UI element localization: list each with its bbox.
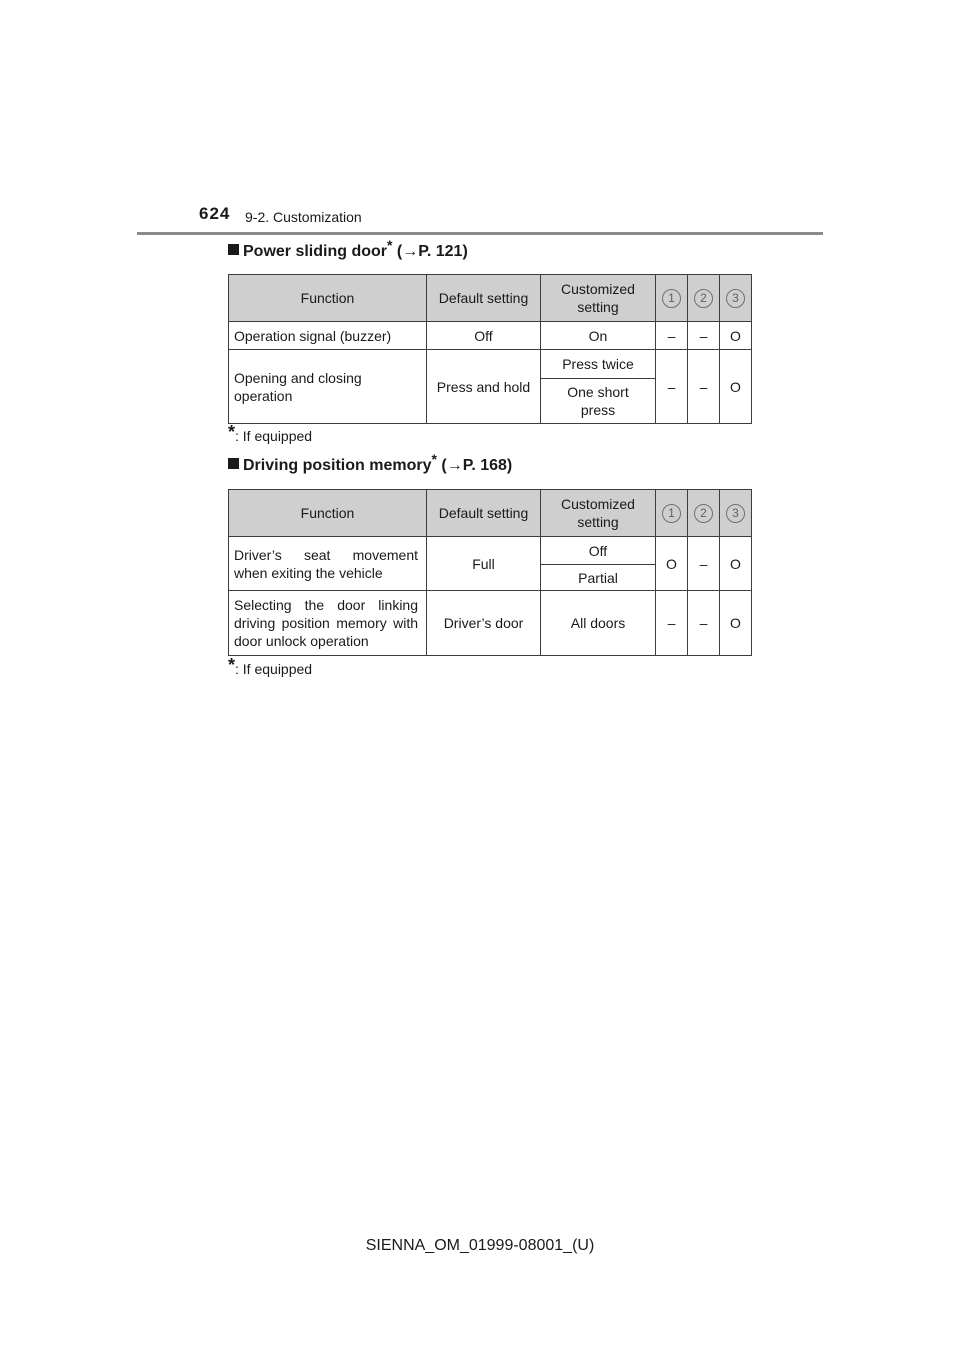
- column-header-default: Default setting: [427, 275, 541, 322]
- mark-cell: –: [688, 537, 720, 591]
- default-cell: Full: [427, 537, 541, 591]
- circled-number-icon: 1: [662, 504, 681, 523]
- table-header-row: [229, 490, 752, 537]
- column-header-default: Default setting: [427, 490, 541, 537]
- power-sliding-door-table: [228, 274, 752, 424]
- column-header-customized: Customized setting: [541, 275, 656, 322]
- mark-cell: O: [656, 537, 688, 591]
- column-header-1: [656, 275, 688, 322]
- mark-cell: –: [688, 591, 720, 656]
- page-number: 624: [199, 204, 231, 223]
- mark-cell: –: [656, 350, 688, 424]
- column-header-customized: Customized setting: [541, 490, 656, 537]
- mark-cell: O: [720, 537, 752, 591]
- mark-cell: O: [720, 350, 752, 424]
- customized-cell: Partial: [541, 565, 656, 591]
- mark-cell: –: [656, 322, 688, 350]
- customized-cell: Press twice: [541, 350, 656, 379]
- circled-number-icon: 3: [726, 289, 745, 308]
- function-cell: Operation signal (buzzer): [229, 322, 427, 350]
- mark-cell: O: [720, 322, 752, 350]
- customized-cell: On: [541, 322, 656, 350]
- table-row: [229, 537, 752, 565]
- table-header-row: [229, 275, 752, 322]
- mark-cell: O: [720, 591, 752, 656]
- default-cell: Driver’s door: [427, 591, 541, 656]
- circled-number-icon: 1: [662, 289, 681, 308]
- column-header-2: [688, 490, 720, 537]
- driving-position-memory-table: [228, 489, 752, 656]
- table-row: [229, 322, 752, 350]
- bullet-square-icon: [228, 244, 239, 255]
- function-cell: Driver’s seat movement when exiting the vehicle: [229, 537, 427, 591]
- mark-cell: –: [688, 322, 720, 350]
- footnote: *: If equipped: [228, 422, 313, 444]
- default-cell: Off: [427, 322, 541, 350]
- chapter-title: 9-2. Customization: [245, 209, 362, 225]
- column-header-2: [688, 275, 720, 322]
- customized-cell: All doors: [541, 591, 656, 656]
- column-header-3: [720, 490, 752, 537]
- customized-cell: One short press: [541, 379, 656, 424]
- circled-number-icon: 2: [694, 289, 713, 308]
- column-header-3: [720, 275, 752, 322]
- function-cell: Opening and closing operation: [229, 350, 427, 424]
- column-header-function: Function: [229, 490, 427, 537]
- section-heading-driving-position-memory: Driving position memory* (→P. 168): [228, 457, 512, 475]
- header-divider: [137, 232, 823, 235]
- table-row: [229, 591, 752, 656]
- document-code: SIENNA_OM_01999-08001_(U): [365, 1237, 595, 1254]
- section-heading-power-sliding-door: Power sliding door* (→P. 121): [228, 243, 468, 261]
- mark-cell: –: [688, 350, 720, 424]
- footnote: *: If equipped: [228, 655, 313, 677]
- bullet-square-icon: [228, 458, 239, 469]
- default-cell: Press and hold: [427, 350, 541, 424]
- function-cell: Selecting the door linking driving position memory with door unlock operation: [229, 591, 427, 656]
- circled-number-icon: 3: [726, 504, 745, 523]
- mark-cell: –: [656, 591, 688, 656]
- circled-number-icon: 2: [694, 504, 713, 523]
- table-row: [229, 350, 752, 379]
- customized-cell: Off: [541, 537, 656, 565]
- column-header-1: [656, 490, 688, 537]
- column-header-function: Function: [229, 275, 427, 322]
